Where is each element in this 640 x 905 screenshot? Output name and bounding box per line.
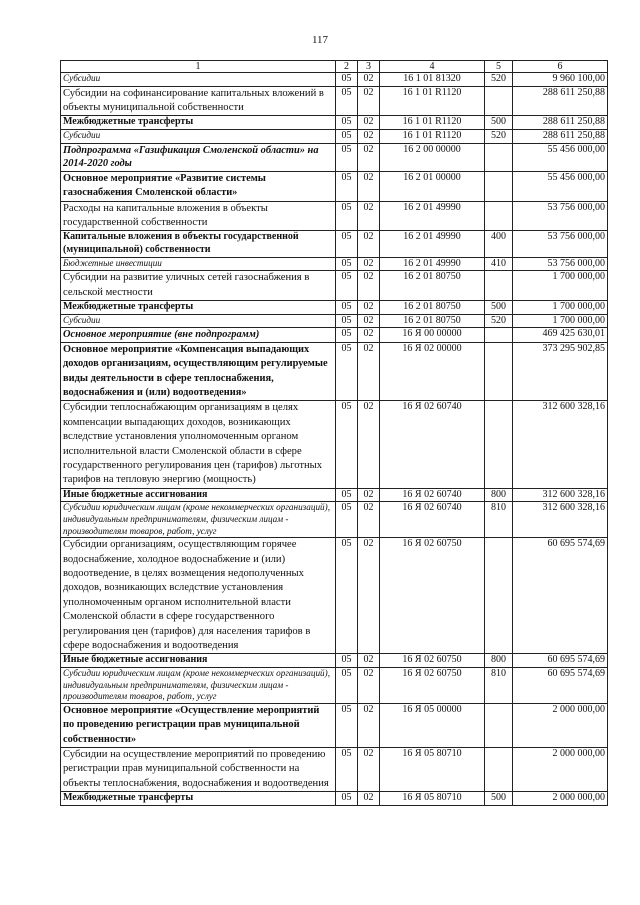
row-expense-type-cell <box>485 328 513 343</box>
row-section-cell: 05 <box>336 328 358 343</box>
table-row <box>61 668 608 704</box>
row-amount-cell: 9 960 100,00 <box>513 73 608 87</box>
row-section-cell: 05 <box>336 654 358 668</box>
table-row <box>61 130 608 144</box>
table-row <box>61 538 608 654</box>
row-amount-cell: 1 700 000,00 <box>513 271 608 301</box>
row-name-cell: Субсидии на развитие уличных сетей газоснабжения в сельской местности <box>61 271 336 301</box>
row-section-cell: 05 <box>336 257 358 271</box>
table-row <box>61 792 608 806</box>
row-name-cell: Основное мероприятие «Компенсация выпадающих доходов организациям, осуществляющим регулируемые виды деятельности в сфере теплоснабжения, водоснабжения и (или) водоотведения» <box>61 342 336 401</box>
header-cell-amount: 6 <box>513 61 608 73</box>
row-amount-cell: 312 600 328,16 <box>513 502 608 538</box>
row-target-code-cell: 16 1 01 81320 <box>380 73 485 87</box>
row-subsection-cell: 02 <box>358 401 380 488</box>
row-section-cell: 05 <box>336 201 358 231</box>
row-expense-type-cell <box>485 86 513 116</box>
row-name-cell: Субсидии на софинансирование капитальных вложений в объекты муниципальной собственности <box>61 86 336 116</box>
row-subsection-cell: 02 <box>358 73 380 87</box>
header-cell-target-code: 4 <box>380 61 485 73</box>
row-name-cell: Субсидии <box>61 73 336 87</box>
table-row <box>61 328 608 343</box>
row-amount-cell: 53 756 000,00 <box>513 231 608 257</box>
row-target-code-cell: 16 2 01 00000 <box>380 171 485 201</box>
row-expense-type-cell <box>485 201 513 231</box>
row-amount-cell: 1 700 000,00 <box>513 301 608 315</box>
row-subsection-cell: 02 <box>358 314 380 328</box>
row-target-code-cell: 16 Я 05 80710 <box>380 748 485 792</box>
header-cell-expense-type: 5 <box>485 61 513 73</box>
row-name-cell: Основное мероприятие «Осуществление мероприятий по проведению регистрации прав муниципальной собственности» <box>61 703 336 747</box>
budget-table <box>60 60 608 806</box>
row-section-cell: 05 <box>336 271 358 301</box>
row-subsection-cell: 02 <box>358 271 380 301</box>
row-section-cell: 05 <box>336 116 358 130</box>
row-expense-type-cell: 500 <box>485 792 513 806</box>
row-expense-type-cell <box>485 171 513 201</box>
row-section-cell: 05 <box>336 301 358 315</box>
row-amount-cell: 2 000 000,00 <box>513 792 608 806</box>
row-name-cell: Субсидии организациям, осуществляющим горячее водоснабжение, холодное водоснабжение и (или) водоотведение, в целях возмещения недополученных доходов, возникающих вследствие установления уполномоченным органом исполнительной власти Смоленской области в сфере государственного регулирования цен (тарифов) для населения тарифов в сфере водоснабжения и водоотведения <box>61 538 336 654</box>
row-target-code-cell: 16 2 00 00000 <box>380 143 485 171</box>
row-target-code-cell: 16 1 01 R1120 <box>380 130 485 144</box>
row-name-cell: Субсидии <box>61 130 336 144</box>
page-number: 117 <box>311 34 329 46</box>
row-expense-type-cell <box>485 538 513 654</box>
row-name-cell: Межбюджетные трансферты <box>61 792 336 806</box>
row-subsection-cell: 02 <box>358 86 380 116</box>
row-section-cell: 05 <box>336 86 358 116</box>
row-name-cell: Бюджетные инвестиции <box>61 257 336 271</box>
row-name-cell: Подпрограмма «Газификация Смоленской области» на 2014-2020 годы <box>61 143 336 171</box>
table-row <box>61 703 608 747</box>
row-subsection-cell: 02 <box>358 201 380 231</box>
row-name-cell: Субсидии юридическим лицам (кроме некоммерческих организаций), индивидуальным предпринимателям, физическим лицам - производителям товаров, работ, услуг <box>61 668 336 704</box>
row-amount-cell: 53 756 000,00 <box>513 257 608 271</box>
row-name-cell: Основное мероприятие «Развитие системы газоснабжения Смоленской области» <box>61 171 336 201</box>
row-amount-cell: 60 695 574,69 <box>513 668 608 704</box>
table-row <box>61 257 608 271</box>
row-subsection-cell: 02 <box>358 502 380 538</box>
table-row <box>61 748 608 792</box>
row-subsection-cell: 02 <box>358 116 380 130</box>
row-subsection-cell: 02 <box>358 231 380 257</box>
row-target-code-cell: 16 1 01 R1120 <box>380 86 485 116</box>
row-subsection-cell: 02 <box>358 748 380 792</box>
row-target-code-cell: 16 2 01 49990 <box>380 257 485 271</box>
header-cell-section: 2 <box>336 61 358 73</box>
row-amount-cell: 60 695 574,69 <box>513 538 608 654</box>
row-section-cell: 05 <box>336 668 358 704</box>
row-amount-cell: 55 456 000,00 <box>513 171 608 201</box>
row-target-code-cell: 16 Я 02 60750 <box>380 538 485 654</box>
row-subsection-cell: 02 <box>358 488 380 502</box>
row-target-code-cell: 16 Я 02 60740 <box>380 502 485 538</box>
row-section-cell: 05 <box>336 488 358 502</box>
table-row <box>61 231 608 257</box>
table-row <box>61 488 608 502</box>
table-row <box>61 271 608 301</box>
table-row <box>61 86 608 116</box>
row-section-cell: 05 <box>336 73 358 87</box>
row-target-code-cell: 16 2 01 80750 <box>380 314 485 328</box>
table-row <box>61 301 608 315</box>
row-target-code-cell: 16 Я 05 00000 <box>380 703 485 747</box>
row-target-code-cell: 16 2 01 49990 <box>380 201 485 231</box>
row-target-code-cell: 16 Я 02 60740 <box>380 401 485 488</box>
row-name-cell: Межбюджетные трансферты <box>61 116 336 130</box>
header-cell-subsection: 3 <box>358 61 380 73</box>
row-target-code-cell: 16 1 01 R1120 <box>380 116 485 130</box>
row-expense-type-cell: 810 <box>485 668 513 704</box>
row-subsection-cell: 02 <box>358 703 380 747</box>
table-row <box>61 201 608 231</box>
row-expense-type-cell: 400 <box>485 231 513 257</box>
row-section-cell: 05 <box>336 401 358 488</box>
row-subsection-cell: 02 <box>358 143 380 171</box>
row-target-code-cell: 16 Я 02 60750 <box>380 654 485 668</box>
row-expense-type-cell: 800 <box>485 488 513 502</box>
row-name-cell: Основное мероприятие (вне подпрограмм) <box>61 328 336 343</box>
table-row <box>61 342 608 401</box>
row-expense-type-cell: 800 <box>485 654 513 668</box>
table-row <box>61 73 608 87</box>
row-amount-cell: 288 611 250,88 <box>513 130 608 144</box>
row-amount-cell: 312 600 328,16 <box>513 488 608 502</box>
row-amount-cell: 2 000 000,00 <box>513 703 608 747</box>
row-name-cell: Иные бюджетные ассигнования <box>61 654 336 668</box>
row-subsection-cell: 02 <box>358 301 380 315</box>
row-amount-cell: 2 000 000,00 <box>513 748 608 792</box>
header-cell-name: 1 <box>61 61 336 73</box>
row-amount-cell: 1 700 000,00 <box>513 314 608 328</box>
row-name-cell: Межбюджетные трансферты <box>61 301 336 315</box>
row-target-code-cell: 16 Я 05 80710 <box>380 792 485 806</box>
row-name-cell: Расходы на капитальные вложения в объекты государственной собственности <box>61 201 336 231</box>
row-amount-cell: 373 295 902,85 <box>513 342 608 401</box>
table-row <box>61 116 608 130</box>
table-row <box>61 502 608 538</box>
row-amount-cell: 469 425 630,01 <box>513 328 608 343</box>
row-section-cell: 05 <box>336 314 358 328</box>
row-subsection-cell: 02 <box>358 792 380 806</box>
row-expense-type-cell <box>485 748 513 792</box>
row-amount-cell: 60 695 574,69 <box>513 654 608 668</box>
table-row <box>61 314 608 328</box>
row-expense-type-cell: 500 <box>485 116 513 130</box>
row-section-cell: 05 <box>336 748 358 792</box>
row-name-cell: Субсидии юридическим лицам (кроме некоммерческих организаций), индивидуальным предпринимателям, физическим лицам - производителям товаров, работ, услуг <box>61 502 336 538</box>
row-expense-type-cell: 520 <box>485 130 513 144</box>
row-expense-type-cell <box>485 271 513 301</box>
row-expense-type-cell <box>485 143 513 171</box>
row-subsection-cell: 02 <box>358 668 380 704</box>
row-name-cell: Субсидии теплоснабжающим организациям в целях компенсации выпадающих доходов, возникающих вследствие установления уполномоченным органом исполнительной власти Смоленской области в сфере государственного регулирования цен (тарифов) льготных тарифов на тепловую энергию (мощность) <box>61 401 336 488</box>
row-name-cell: Иные бюджетные ассигнования <box>61 488 336 502</box>
row-target-code-cell: 16 Я 02 00000 <box>380 342 485 401</box>
row-subsection-cell: 02 <box>358 130 380 144</box>
row-subsection-cell: 02 <box>358 342 380 401</box>
row-name-cell: Субсидии <box>61 314 336 328</box>
row-section-cell: 05 <box>336 792 358 806</box>
row-section-cell: 05 <box>336 231 358 257</box>
row-amount-cell: 55 456 000,00 <box>513 143 608 171</box>
row-section-cell: 05 <box>336 171 358 201</box>
row-section-cell: 05 <box>336 342 358 401</box>
row-target-code-cell: 16 Я 02 60750 <box>380 668 485 704</box>
row-expense-type-cell: 500 <box>485 301 513 315</box>
table-header-row <box>61 61 608 73</box>
row-expense-type-cell <box>485 401 513 488</box>
row-section-cell: 05 <box>336 538 358 654</box>
row-expense-type-cell: 520 <box>485 73 513 87</box>
row-section-cell: 05 <box>336 703 358 747</box>
row-amount-cell: 53 756 000,00 <box>513 201 608 231</box>
row-name-cell: Субсидии на осуществление мероприятий по проведению регистрации прав муниципальной собственности на объекты теплоснабжения, водоснабжения и водоотведения <box>61 748 336 792</box>
table-row <box>61 401 608 488</box>
row-target-code-cell: 16 Я 02 60740 <box>380 488 485 502</box>
row-amount-cell: 312 600 328,16 <box>513 401 608 488</box>
row-target-code-cell: 16 Я 00 00000 <box>380 328 485 343</box>
budget-table-body <box>61 61 608 806</box>
row-target-code-cell: 16 2 01 80750 <box>380 271 485 301</box>
row-section-cell: 05 <box>336 130 358 144</box>
row-subsection-cell: 02 <box>358 654 380 668</box>
row-subsection-cell: 02 <box>358 171 380 201</box>
row-amount-cell: 288 611 250,88 <box>513 116 608 130</box>
row-subsection-cell: 02 <box>358 538 380 654</box>
table-row <box>61 654 608 668</box>
table-row <box>61 171 608 201</box>
row-expense-type-cell: 410 <box>485 257 513 271</box>
row-name-cell: Капитальные вложения в объекты государственной (муниципальной) собственности <box>61 231 336 257</box>
row-expense-type-cell <box>485 703 513 747</box>
row-target-code-cell: 16 2 01 80750 <box>380 301 485 315</box>
row-expense-type-cell <box>485 342 513 401</box>
row-target-code-cell: 16 2 01 49990 <box>380 231 485 257</box>
row-expense-type-cell: 810 <box>485 502 513 538</box>
row-subsection-cell: 02 <box>358 257 380 271</box>
row-expense-type-cell: 520 <box>485 314 513 328</box>
row-amount-cell: 288 611 250,88 <box>513 86 608 116</box>
row-subsection-cell: 02 <box>358 328 380 343</box>
row-section-cell: 05 <box>336 502 358 538</box>
table-row <box>61 143 608 171</box>
row-section-cell: 05 <box>336 143 358 171</box>
